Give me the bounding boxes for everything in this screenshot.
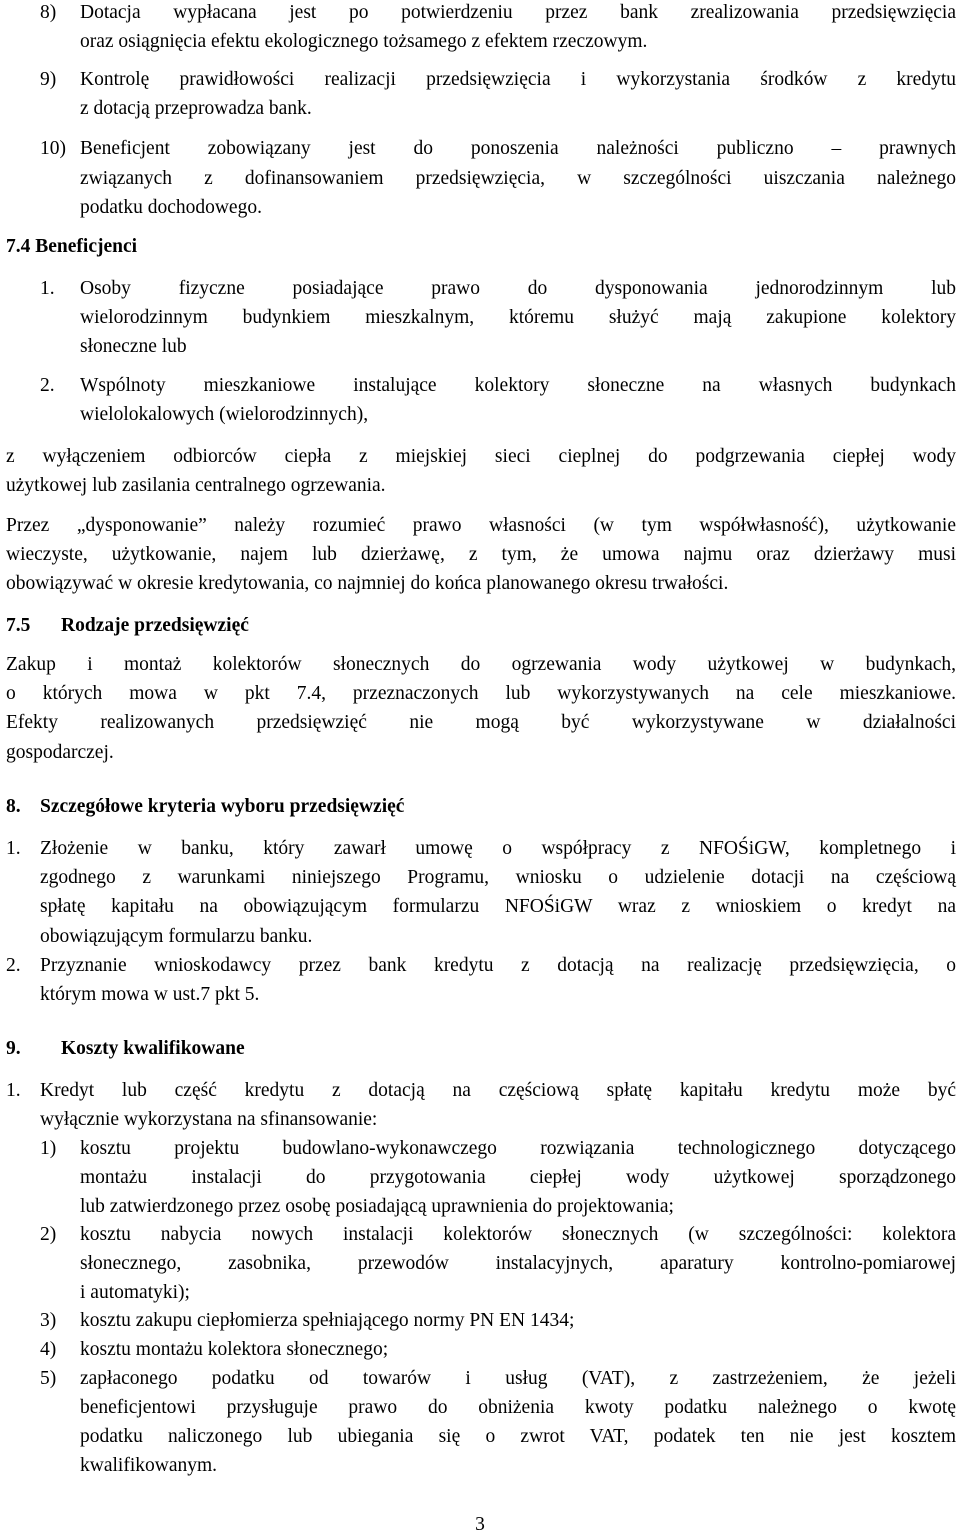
list-number: 1) [40, 1138, 57, 1159]
paragraph-line: Efekty realizowanych przedsięwzięć nie mogą być wykorzystywane w działalności [6, 712, 956, 733]
list-item-text: Kontrolę prawidłowości realizacji przedsięwzięcia i wykorzystania środków z kredytu [80, 69, 956, 90]
list-number: 2. [40, 375, 55, 396]
list-item-text: kosztu projektu budowlano-wykonawczego rozwiązania technologicznego dotyczącego [80, 1138, 956, 1159]
paragraph-line: gospodarczej. [6, 742, 114, 763]
list-item-text: Kredyt lub część kredytu z dotacją na częściową spłatę kapitału kredytu może być [40, 1080, 956, 1101]
list-item-text: kosztu zakupu ciepłomierza spełniającego normy PN EN 1434; [80, 1310, 575, 1331]
list-number: 1. [40, 278, 55, 299]
paragraph-line: Przez „dysponowanie” należy rozumieć prawo własności (w tym współwłasność), użytkowanie [6, 515, 956, 536]
paragraph-line: wieczyste, użytkowanie, najem lub dzierżawę, z tym, że umowa najmu oraz dzierżawy musi [6, 544, 956, 565]
list-number: 10) [40, 138, 66, 159]
list-item-text: związanych z dofinansowaniem przedsięwzięcia, w szczególności uiszczania należnego [80, 168, 956, 189]
section-heading: Szczegółowe kryteria wyboru przedsięwzięć [40, 796, 405, 817]
list-item-text: słonecznego, zasobnika, przewodów instalacyjnych, aparatury kontrolno-pomiarowej [80, 1253, 956, 1274]
list-number: 3) [40, 1310, 57, 1331]
list-number: 1. [6, 838, 21, 859]
list-item-text: Dotacja wypłacana jest po potwierdzeniu przez bank zrealizowania przedsięwzięcia [80, 2, 956, 23]
list-item-text: wyłącznie wykorzystana na sfinansowanie: [40, 1109, 378, 1130]
section-number: 9. [6, 1038, 21, 1059]
list-item-text: beneficjentowi przysługuje prawo do obniżenia kwoty podatku należnego o kwotę [80, 1397, 956, 1418]
section-number: 7.5 [6, 615, 31, 636]
list-item-text: słoneczne lub [80, 336, 187, 357]
list-item-text: montażu instalacji do przygotowania ciepłej wody użytkowej sporządzonego [80, 1167, 956, 1188]
list-item-text: spłatę kapitału na obowiązującym formularzu NFOŚiGW wraz z wnioskiem o kredyt na [40, 896, 956, 917]
paragraph-line: użytkowej lub zasilania centralnego ogrzewania. [6, 475, 386, 496]
list-item-text: obowiązującym formularzu banku. [40, 926, 313, 947]
page-number: 3 [475, 1514, 485, 1535]
section-heading: 7.4 Beneficjenci [6, 236, 138, 257]
section-heading: Rodzaje przedsięwzięć [61, 615, 249, 636]
list-item-text: z dotacją przeprowadza bank. [80, 98, 312, 119]
list-item-text: podatku dochodowego. [80, 197, 262, 218]
list-item-text: kwalifikowanym. [80, 1455, 218, 1476]
list-item-text: Beneficjent zobowiązany jest do ponoszenia należności publiczno – prawnych [80, 138, 956, 159]
list-item-text: Osoby fizyczne posiadające prawo do dysponowania jednorodzinnym lub [80, 278, 956, 299]
list-number: 2) [40, 1224, 57, 1245]
list-item-text: kosztu nabycia nowych instalacji kolektorów słonecznych (w szczególności: kolektora [80, 1224, 956, 1245]
list-number: 9) [40, 69, 57, 90]
list-item-text: oraz osiągnięcia efektu ekologicznego tożsamego z efektem rzeczowym. [80, 31, 648, 52]
list-item-text: zapłaconego podatku od towarów i usług (VAT), z zastrzeżeniem, że jeżeli [80, 1368, 956, 1389]
list-item-text: wielorodzinnym budynkiem mieszkalnym, któremu służyć mają zakupione kolektory [80, 307, 956, 328]
list-item-text: wielolokalowych (wielorodzinnych), [80, 404, 369, 425]
paragraph-line: o których mowa w pkt 7.4, przeznaczonych lub wykorzystywanych na cele mieszkaniowe. [6, 683, 956, 704]
list-item-text: podatku naliczonego lub ubiegania się o zwrot VAT, podatek ten nie jest kosztem [80, 1426, 956, 1447]
list-item-text: Przyznanie wnioskodawcy przez bank kredytu z dotacją na realizację przedsięwzięcia, o [40, 955, 956, 976]
list-number: 2. [6, 955, 21, 976]
list-number: 1. [6, 1080, 21, 1101]
list-item-text: lub zatwierdzonego przez osobę posiadającą uprawnienia do projektowania; [80, 1196, 674, 1217]
list-item-text: i automatyki); [80, 1282, 190, 1303]
list-item-text: kosztu montażu kolektora słonecznego; [80, 1339, 389, 1360]
paragraph-line: z wyłączeniem odbiorców ciepła z miejskiej sieci cieplnej do podgrzewania ciepłej wody [6, 446, 956, 467]
list-item-text: Złożenie w banku, który zawarł umowę o współpracy z NFOŚiGW, kompletnego i [40, 838, 956, 859]
section-number: 8. [6, 796, 21, 817]
list-item-text: zgodnego z warunkami niniejszego Programu, wniosku o udzielenie dotacji na częściową [40, 867, 956, 888]
list-number: 8) [40, 2, 57, 23]
paragraph-line: Zakup i montaż kolektorów słonecznych do ogrzewania wody użytkowej w budynkach, [6, 654, 956, 675]
list-item-text: którym mowa w ust.7 pkt 5. [40, 984, 260, 1005]
list-number: 4) [40, 1339, 57, 1360]
paragraph-line: obowiązywać w okresie kredytowania, co najmniej do końca planowanego okresu trwałości. [6, 573, 729, 594]
section-heading: Koszty kwalifikowane [61, 1038, 245, 1059]
list-number: 5) [40, 1368, 57, 1389]
list-item-text: Wspólnoty mieszkaniowe instalujące kolektory słoneczne na własnych budynkach [80, 375, 956, 396]
